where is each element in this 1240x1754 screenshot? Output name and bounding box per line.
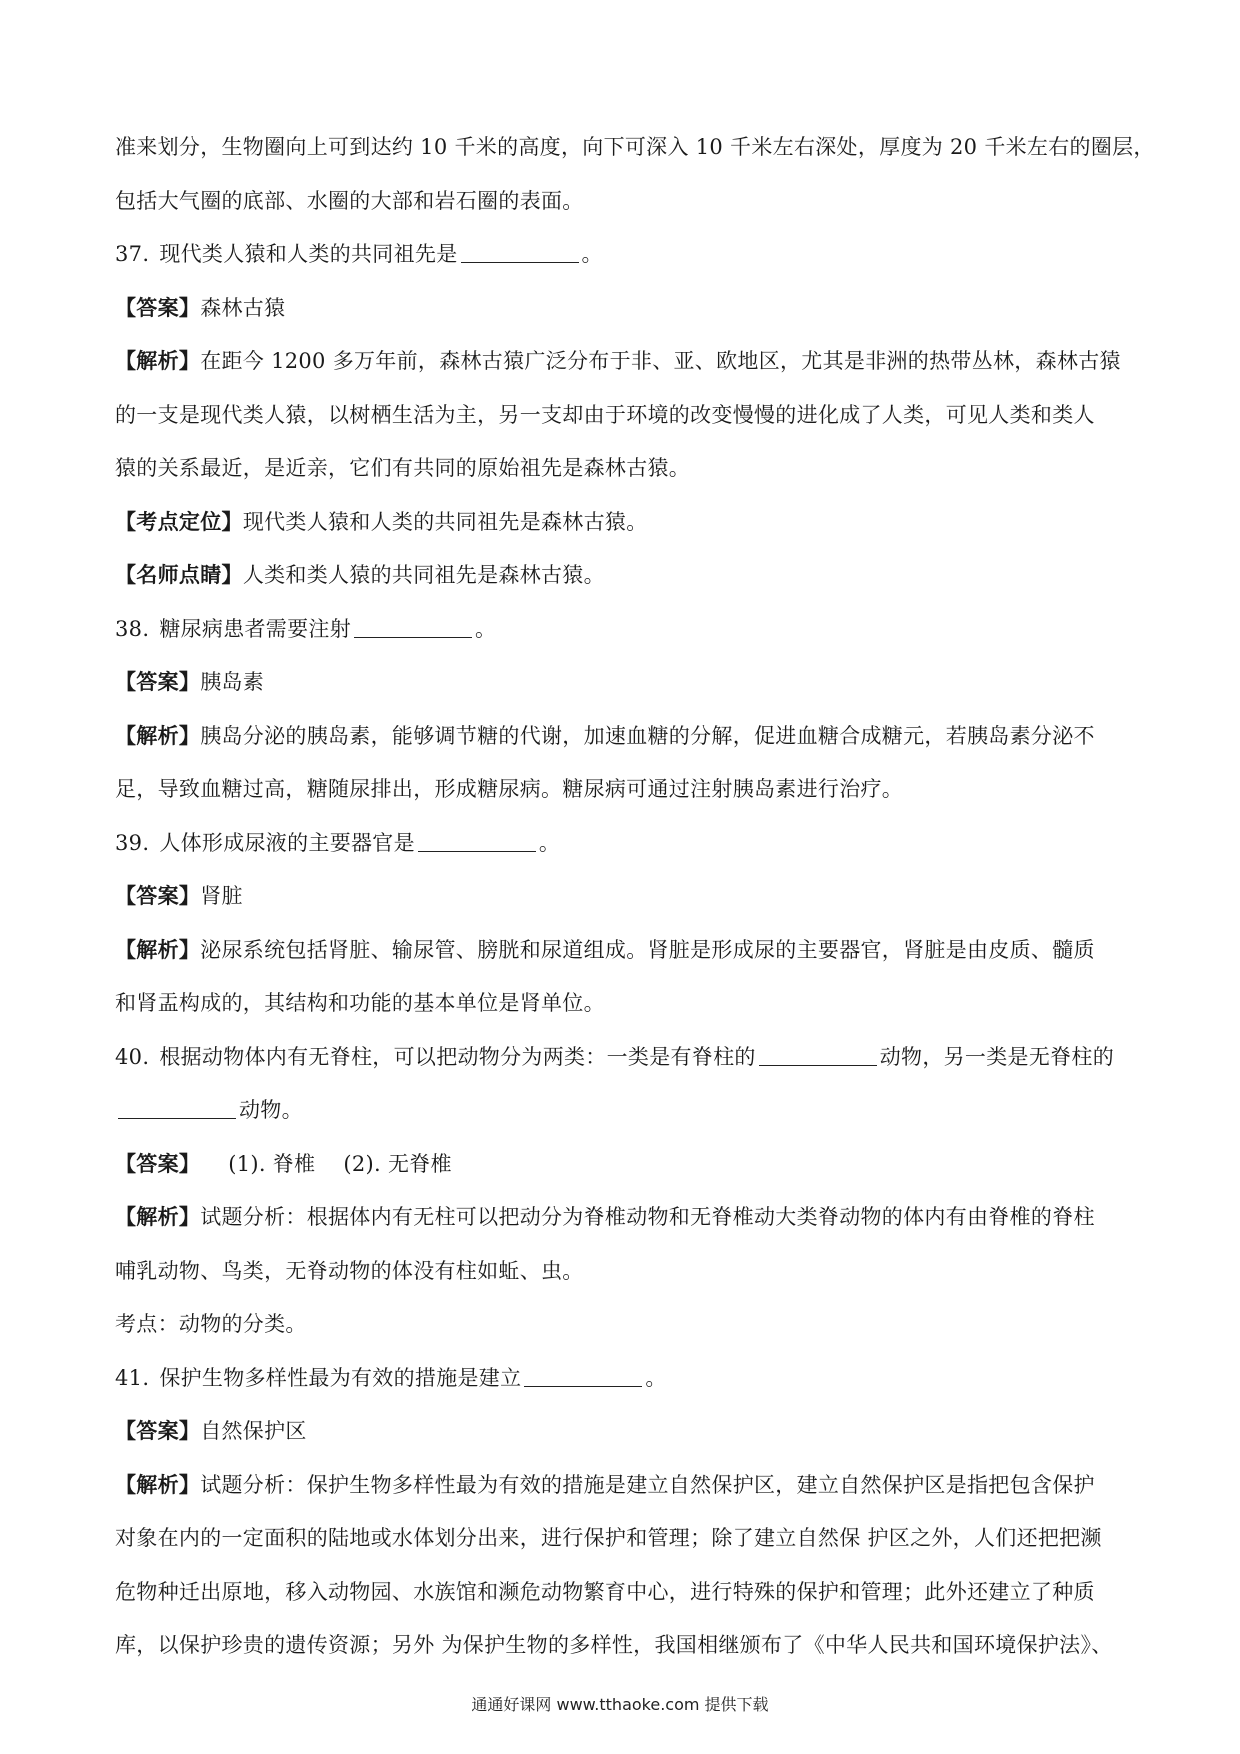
line-text: 包括大气圈的底部、水圈的大部和岩石圈的表面。 [115,188,584,213]
question-text: 保护生物多样性最为有效的措施是建立 [159,1365,522,1390]
line-text: 胰岛分泌的胰岛素，能够调节糖的代谢，加速血糖的分解，促进血糖合成糖元，若胰岛素分泌不 [200,723,1095,748]
question-text: 。 [645,1365,667,1390]
text-line [115,184,1125,218]
question-text: 。 [538,830,561,855]
question-line [115,1040,1125,1074]
tagged-line [115,1414,1125,1448]
text-line [115,130,1155,164]
section-tag: 【考点定位】 [115,508,243,534]
question-line [115,826,1125,860]
text-line [115,1628,1125,1662]
line-text: 考点：动物的分类。 [115,1312,307,1336]
section-tag: 【答案】 [115,294,201,320]
tagged-line [115,719,1125,753]
tagged-line [115,879,1125,913]
line-text: 试题分析：保护生物多样性最为有效的措施是建立自然保护区，建立自然保护区是指把包含保护 [200,1472,1095,1497]
question-text: 人体形成尿液的主要器官是 [159,830,415,855]
question-number: 39. [115,830,150,855]
text-line [115,1575,1125,1609]
line-text: 危物种迁出原地，移入动物园、水族馆和濒危动物繁育中心，进行特殊的保护和管理；此外还建立了种质 [115,1579,1095,1604]
tagged-line [115,665,1125,699]
question-number: 37. [115,242,150,266]
answer-option: (2). 无脊椎 [343,1151,452,1176]
tagged-line [115,1200,1125,1234]
tagged-line [115,291,1125,325]
text-line [115,451,1125,485]
page-footer: 通通好课网 www.tthaoke.com 提供下载 [471,1695,769,1714]
section-tag: 【解析】 [115,722,201,748]
line-text: 自然保护区 [200,1419,307,1443]
text-line [115,772,1125,806]
answer-blank[interactable] [118,1096,236,1119]
question-text: 现代类人猿和人类的共同祖先是 [159,242,458,266]
line-text: 现代类人猿和人类的共同祖先是森林古猿。 [242,509,648,534]
text-line [115,1307,1125,1341]
answer-blank[interactable] [461,240,579,263]
line-text: 试题分析：根据体内有无柱可以把动分为脊椎动物和无脊椎动大类脊动物的体内有由脊椎的脊柱 [200,1205,1095,1229]
tagged-line [115,933,1125,967]
question-text: 。 [581,242,603,266]
section-tag: 【解析】 [115,1471,201,1497]
question-line [115,1093,1125,1127]
line-text: 泌尿系统包括肾脏、输尿管、膀胱和尿道组成。肾脏是形成尿的主要器官，肾脏是由皮质、髓质 [200,937,1095,962]
line-text: 在距今 1200 多万年前，森林古猿广泛分布于非、亚、欧地区，尤其是非洲的热带丛林，森林古猿 [200,349,1121,373]
tagged-line [115,505,1125,539]
question-text: 糖尿病患者需要注射 [159,616,352,641]
line-text: 哺乳动物、鸟类，无脊动物的体没有柱如蚯、虫。 [115,1258,584,1283]
text-line [115,986,1125,1020]
question-number: 38. [115,616,150,641]
section-tag: 【答案】 [115,669,201,694]
line-text: 足，导致血糖过高，糖随尿排出，形成糖尿病。糖尿病可通过注射胰岛素进行治疗。 [115,777,904,801]
line-text: 和肾盂构成的，其结构和功能的基本单位是肾单位。 [115,991,605,1015]
section-tag: 【解析】 [115,1204,201,1229]
question-number: 41. [115,1365,150,1390]
line-text: 胰岛素 [200,670,265,694]
answer-option: (1). 脊椎 [228,1151,316,1176]
question-line [115,237,1125,271]
section-tag: 【解析】 [115,936,201,962]
question-line [115,1361,1125,1395]
section-tag: 【名师点睛】 [115,562,243,587]
answer-blank[interactable] [759,1043,877,1066]
text-line [115,398,1125,432]
question-text: 动物。 [239,1098,303,1122]
line-text: 对象在内的一定面积的陆地或水体划分出来，进行保护和管理；除了建立自然保 护区之外，人们还把把濒 [115,1526,1102,1550]
question-line [115,612,1125,646]
line-text: 的一支是现代类人猿，以树栖生活为主，另一支却由于环境的改变慢慢的进化成了人类，可见人类和类人 [115,402,1095,427]
tagged-line [115,558,1125,592]
section-tag: 【解析】 [115,348,201,373]
question-text: 。 [475,616,497,641]
question-text: 动物，另一类是无脊柱的 [879,1044,1115,1069]
text-line [115,1521,1125,1555]
answer-line [115,1147,1125,1181]
section-tag: 【答案】 [115,1418,201,1443]
section-tag: 【答案】 [115,1150,201,1176]
answer-blank[interactable] [524,1364,642,1387]
line-text: 库，以保护珍贵的遗传资源；另外 为保护生物的多样性，我国相继颁布了《中华人民共和国环境保护法》、 [115,1633,1113,1657]
line-text: 人类和类人猿的共同祖先是森林古猿。 [242,563,605,587]
document-body [115,130,1155,1682]
line-text: 肾脏 [200,884,243,908]
section-tag: 【答案】 [115,883,201,908]
question-number: 40. [115,1044,150,1069]
tagged-line [115,344,1125,378]
text-line [115,1254,1125,1288]
line-text: 森林古猿 [200,295,286,320]
tagged-line [115,1468,1125,1502]
line-text: 猿的关系最近，是近亲，它们有共同的原始祖先是森林古猿。 [115,456,691,480]
answer-blank[interactable] [418,829,536,852]
answer-blank[interactable] [354,615,472,638]
question-text: 根据动物体内有无脊柱，可以把动物分为两类：一类是有脊柱的 [159,1044,756,1069]
line-text: 准来划分，生物圈向上可到达约 10 千米的高度，向下可深入 10 千米左右深处，厚度为 20 千米左右的圈层， [115,135,1155,159]
